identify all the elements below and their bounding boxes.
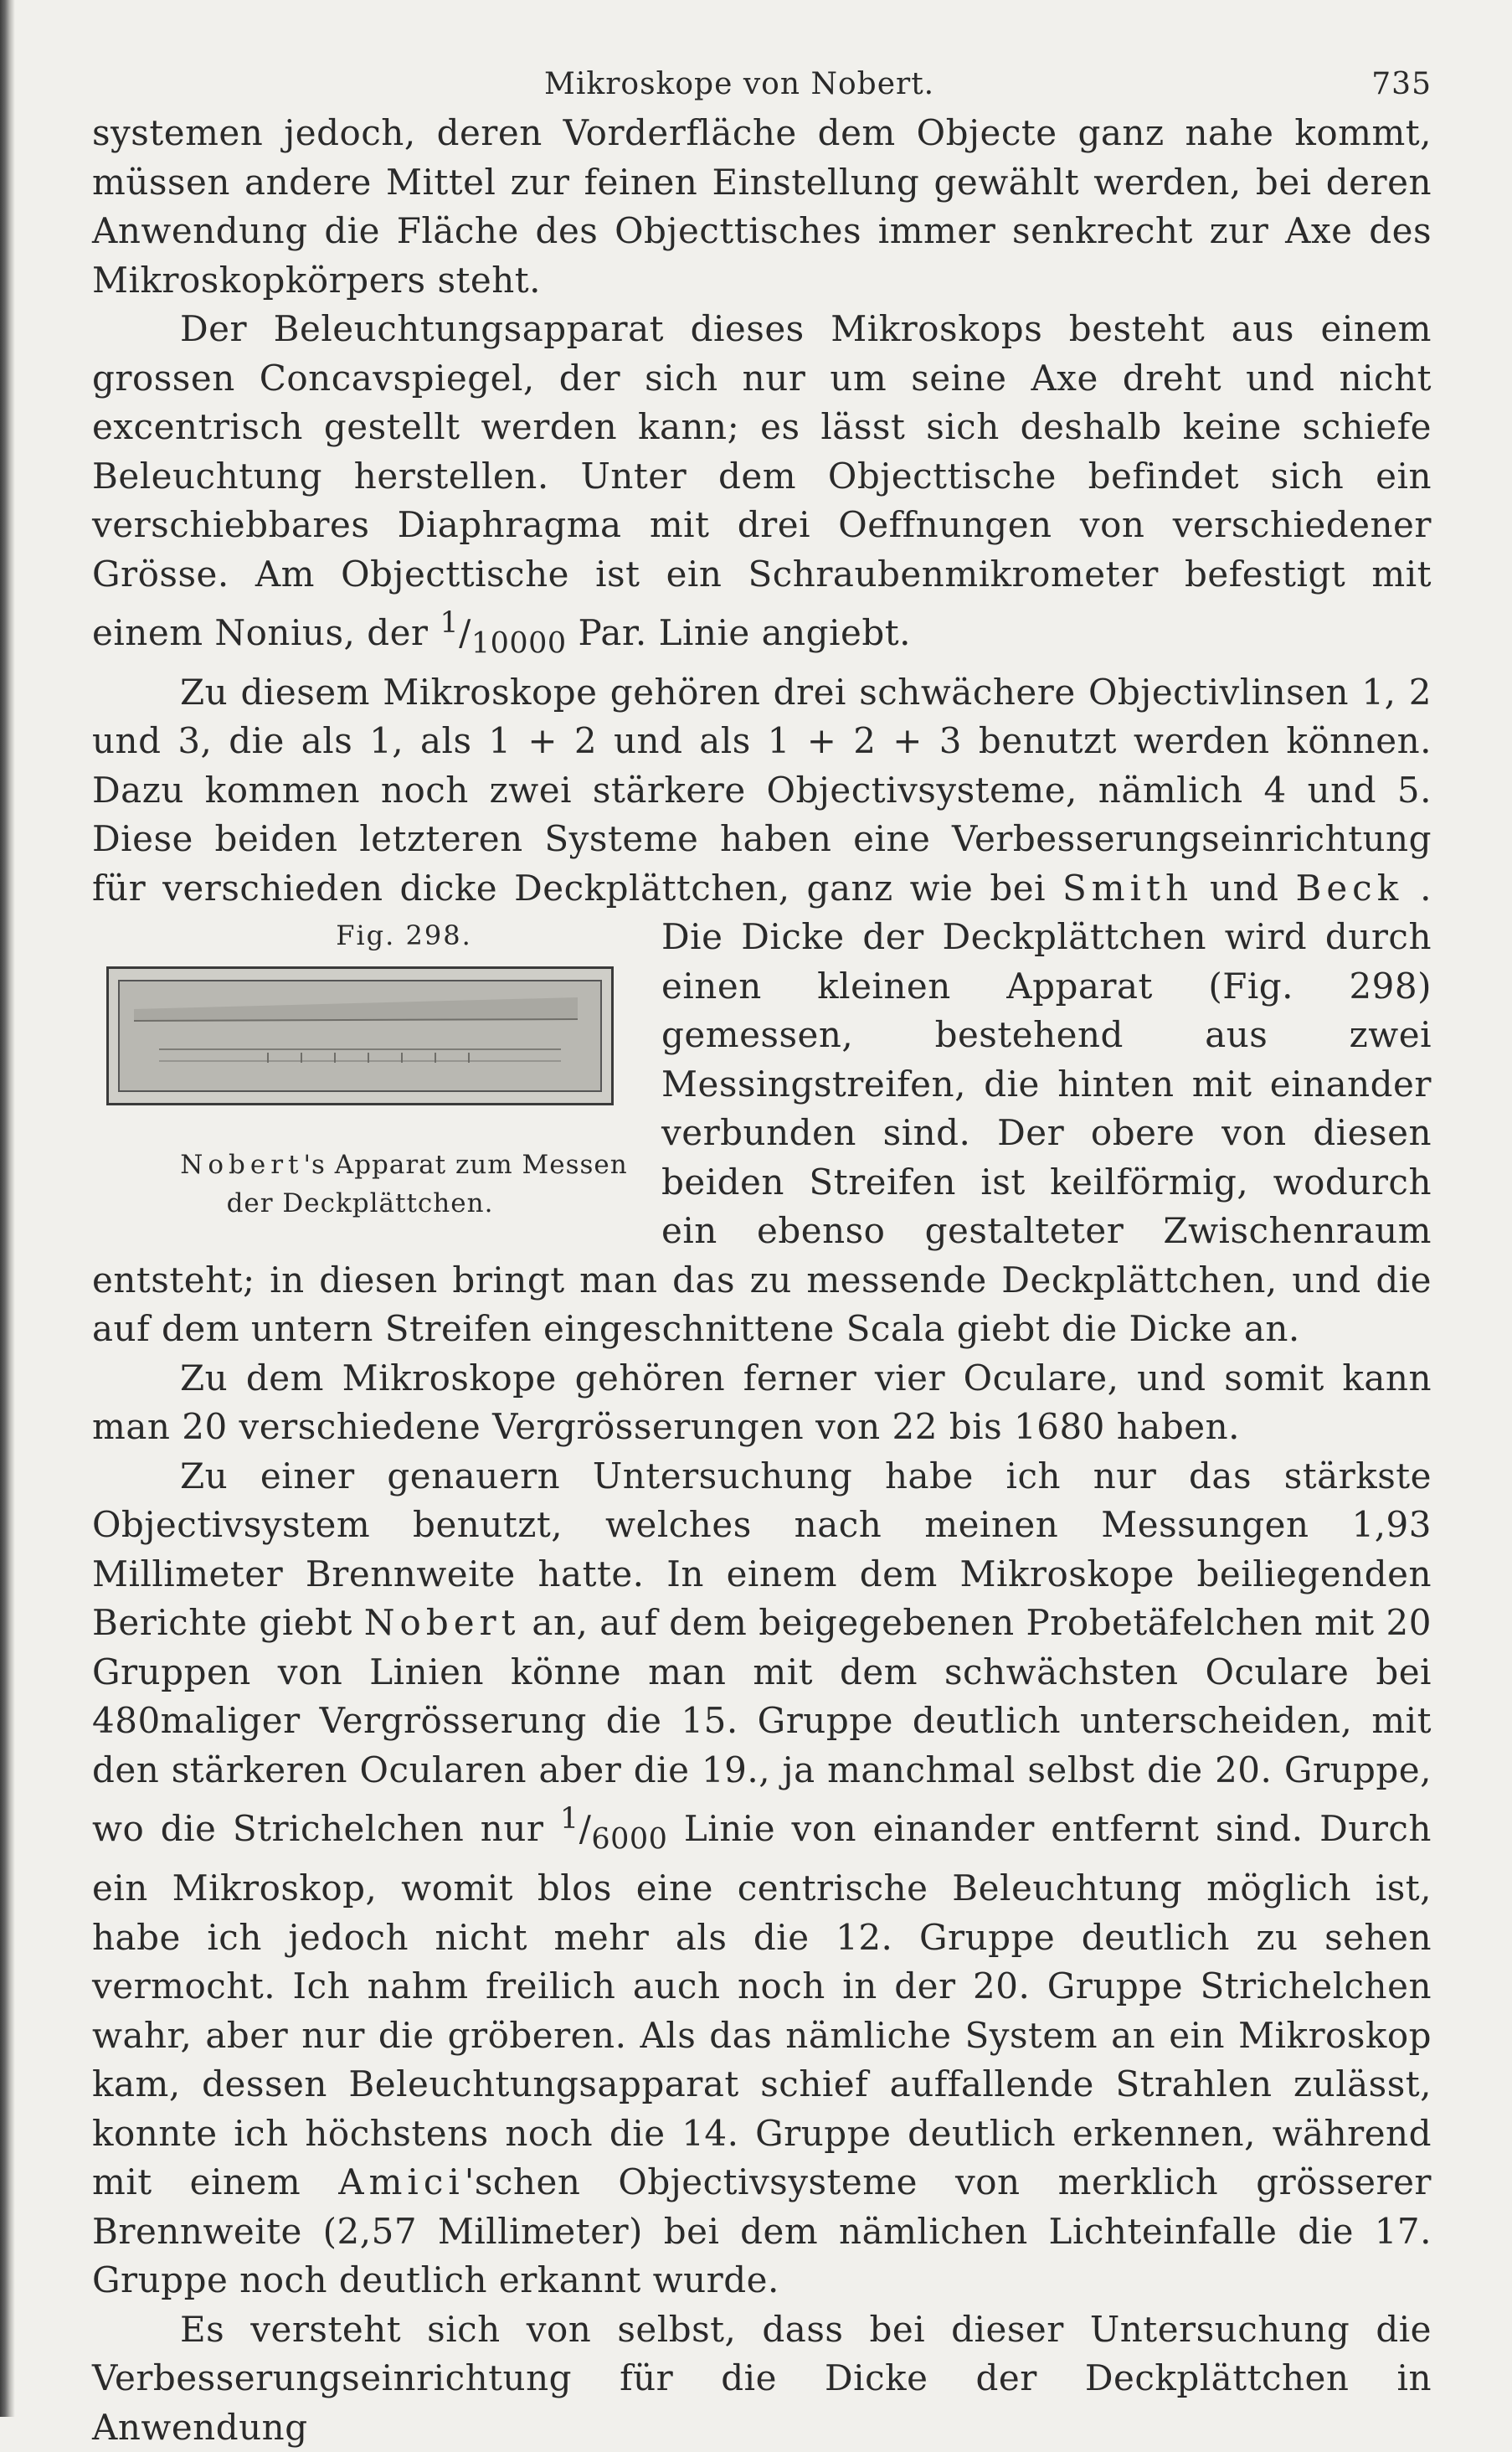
paragraph-5-text: Zu einer genauern Untersuchung habe ich nur das stärkste Objectivsystem benutzt, welches nach meinen Messungen 1,93 Millimeter Brennweite hatte. In einem dem Mikroskope beiliegenden Berichte giebt xyxy=(92,1455,1432,1644)
figure-image-apparatus xyxy=(106,966,614,1105)
name-beck: Beck xyxy=(1295,867,1404,909)
paragraph-1: systemen jedoch, deren Vorderfläche dem Objecte ganz nahe kommt, müssen andere Mittel zur feinen Einstellung gewählt werden, bei deren Anwendung die Fläche des Objecttisches immer senkrecht zur Axe des Mikroskopkörpers steht. xyxy=(92,112,1432,301)
fraction-numerator: 1 xyxy=(559,1802,579,1836)
paragraph-3 xyxy=(92,668,1432,1354)
fraction-1-6000: $^1/_{6000}$ xyxy=(559,1802,668,1857)
paragraph-3-text-end xyxy=(92,868,1432,1350)
paragraph-6: Es versteht sich von selbst, dass bei dieser Untersuchung die Verbesserungseinrichtung für die Dicke der Deckplättchen in Anwendung xyxy=(92,2308,1432,2448)
running-head xyxy=(92,59,1432,109)
paragraph-5 xyxy=(92,1452,1432,2305)
caption-text: 's Apparat zum Messen der Deckplättchen. xyxy=(226,1150,628,1219)
paragraph-2-text: Der Beleuchtungsapparat dieses Mikroskops besteht aus einem grossen Concavspiegel, der sich nur um seine Axe dreht und nicht excentrisch gestellt werden kann; es lässt sich deshalb keine schiefe Beleuchtung herstellen. Unter dem Objecttische befindet sich ein verschiebbares Diaphragma mit drei Oeffnungen von verschiedener Grösse. Am Objecttische ist ein Schraubenmikrometer befestigt mit einem Nonius, der xyxy=(92,308,1432,653)
paragraph-5-text-c: Linie von einander entfernt sind. Durch ein Mikroskop, womit blos eine centrische Beleuchtung möglich ist, habe ich jedoch nicht mehr als die 12. Gruppe deutlich zu sehen vermocht. Ich nahm freilich auch noch in der 20. Gruppe Strichelchen wahr, aber nur die gröberen. Als das nämliche System an ein Mikroskop kam, dessen Beleuchtungsapparat schief auffallende Strahlen zulässt, konnte ich höchstens noch die 14. Gruppe deutlich erkennen, während mit einem xyxy=(92,1808,1432,2203)
figure-caption xyxy=(92,1146,628,1223)
paragraph-5-text-b: an, auf dem beigegebenen Probetäfelchen mit 20 Gruppen von Linien könne man mit dem schwächsten Oculare bei 480maliger Vergrösserung die 15. Gruppe deutlich unterscheiden, mit den stärkeren Ocularen aber die 19., ja manchmal selbst die 20. Gruppe, wo die Strichelchen nur xyxy=(92,1602,1432,1850)
page-binding-edge xyxy=(0,0,15,2417)
fraction-denominator: 10000 xyxy=(471,626,567,661)
name-smith: Smith xyxy=(1062,867,1193,909)
paragraph-5-text-d: 'schen Objectivsysteme von merklich grösserer Brennweite (2,57 Millimeter) bei dem nämlichen Lichteinfalle die 17. Gruppe noch deutlich erkannt wurde. xyxy=(92,2161,1432,2301)
paragraph-2-text-end: Par. Linie angiebt. xyxy=(566,612,911,653)
apparatus-drawing xyxy=(109,969,611,1103)
paragraph-3-text-end-body: . Die Dicke der Deckplättchen wird durch einen kleinen Apparat (Fig. 298) gemessen, bestehend aus zwei Messingstreifen, die hinten mit einander verbunden sind. Der obere von diesen beiden Streifen ist keilförmig, wodurch ein ebenso gestalteter Zwischenraum entsteht; in diesen bringt man das zu messende Deckplättchen, und die auf dem untern Streifen eingeschnittene Scala giebt die Dicke an. xyxy=(92,867,1432,1350)
caption-name-nobert: Nobert xyxy=(180,1150,304,1181)
fraction-numerator: 1 xyxy=(440,606,460,640)
fraction-1-10000: $^1/_{10000}$ xyxy=(440,606,567,661)
paragraph-3-und: und xyxy=(1193,867,1296,909)
paragraph-3-text: Zu diesem Mikroskope gehören drei schwächere Objectivlinsen 1, 2 und 3, die als 1, als 1 + 2 und als 1 + 2 + 3 benutzt werden können. Dazu kommen noch zwei stärkere Objectivsysteme, nämlich 4 und 5. Diese beiden letzteren Systeme haben eine Verbesserungseinrichtung für verschieden dicke Deckplättchen, ganz wie bei xyxy=(92,671,1432,909)
figure-label: Fig. 298. xyxy=(336,920,472,952)
book-page xyxy=(92,59,1432,2452)
paragraph-2 xyxy=(92,305,1432,668)
body-text xyxy=(92,109,1432,2452)
paragraph-4: Zu dem Mikroskope gehören ferner vier Oculare, und somit kann man 20 verschiedene Vergrösserungen von 22 bis 1680 haben. xyxy=(92,1357,1432,1448)
page-number: 735 xyxy=(1371,67,1432,101)
running-head-title: Mikroskope von Nobert. xyxy=(544,67,935,101)
name-nobert: Nobert xyxy=(363,1602,521,1644)
figure-298 xyxy=(92,914,628,1223)
fraction-denominator: 6000 xyxy=(591,1822,668,1857)
name-amici: Amici xyxy=(338,2161,465,2203)
